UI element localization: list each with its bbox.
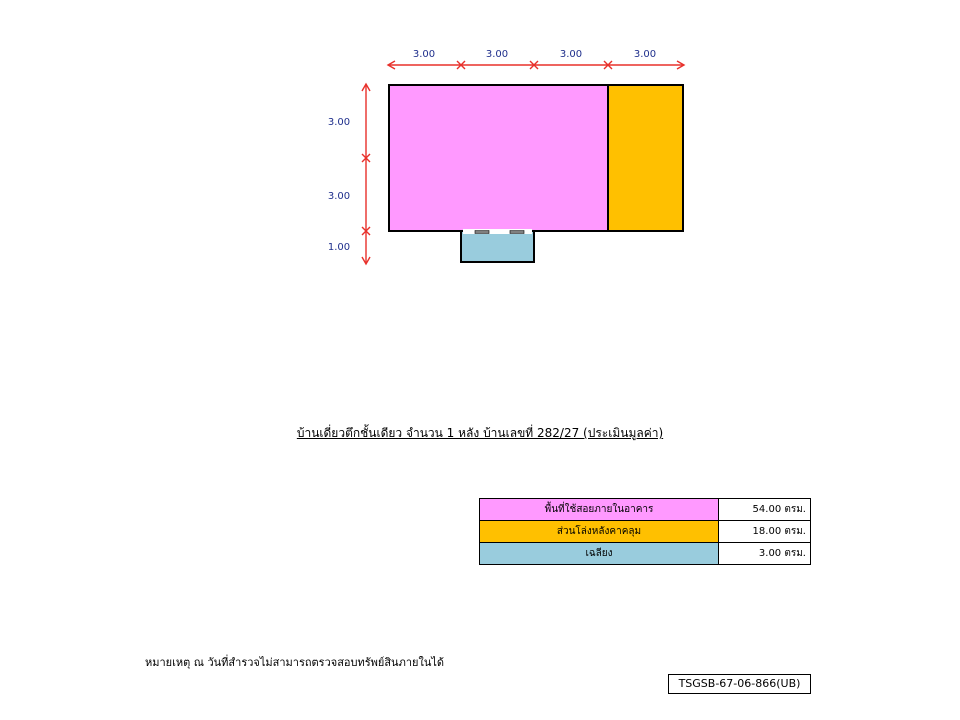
- porch-room: [461, 231, 534, 262]
- top-dim-label-1: 3.00: [412, 49, 436, 60]
- covered-rear-area-room: [608, 85, 683, 231]
- area-summary-table: [479, 498, 811, 565]
- plan-title: บ้านเดี่ยวตึกชั้นเดียว จำนวน 1 หลัง บ้านเลขที่ 282/27 (ประเมินมูลค่า): [296, 426, 664, 440]
- top-dim-label-2: 3.00: [485, 49, 509, 60]
- door-symbol: [463, 229, 532, 234]
- side-dimension-line: [362, 84, 370, 264]
- top-dim-label-4: 3.00: [633, 49, 657, 60]
- side-dim-label-3: 1.00: [327, 242, 351, 253]
- table-row: [480, 521, 811, 543]
- document-code: TSGSB-67-06-866(UB): [668, 674, 811, 694]
- area-name-cell: เฉลียง: [480, 543, 719, 565]
- area-value-cell: 3.00 ตรม.: [719, 543, 811, 565]
- area-value-cell: 54.00 ตรม.: [719, 499, 811, 521]
- area-name-cell: พื้นที่ใช้สอยภายในอาคาร: [480, 499, 719, 521]
- table-row: [480, 499, 811, 521]
- indoor-area-room: [389, 85, 608, 231]
- side-dim-label-1: 3.00: [327, 117, 351, 128]
- remark-note: หมายเหตุ ณ วันที่สำรวจไม่สามารถตรวจสอบทรัพย์สินภายในได้: [145, 656, 445, 669]
- table-row: [480, 543, 811, 565]
- side-dim-label-2: 3.00: [327, 191, 351, 202]
- top-dim-label-3: 3.00: [559, 49, 583, 60]
- area-name-cell: ส่วนโล่งหลังคาคลุม: [480, 521, 719, 543]
- top-dimension-line: [388, 61, 684, 69]
- area-value-cell: 18.00 ตรม.: [719, 521, 811, 543]
